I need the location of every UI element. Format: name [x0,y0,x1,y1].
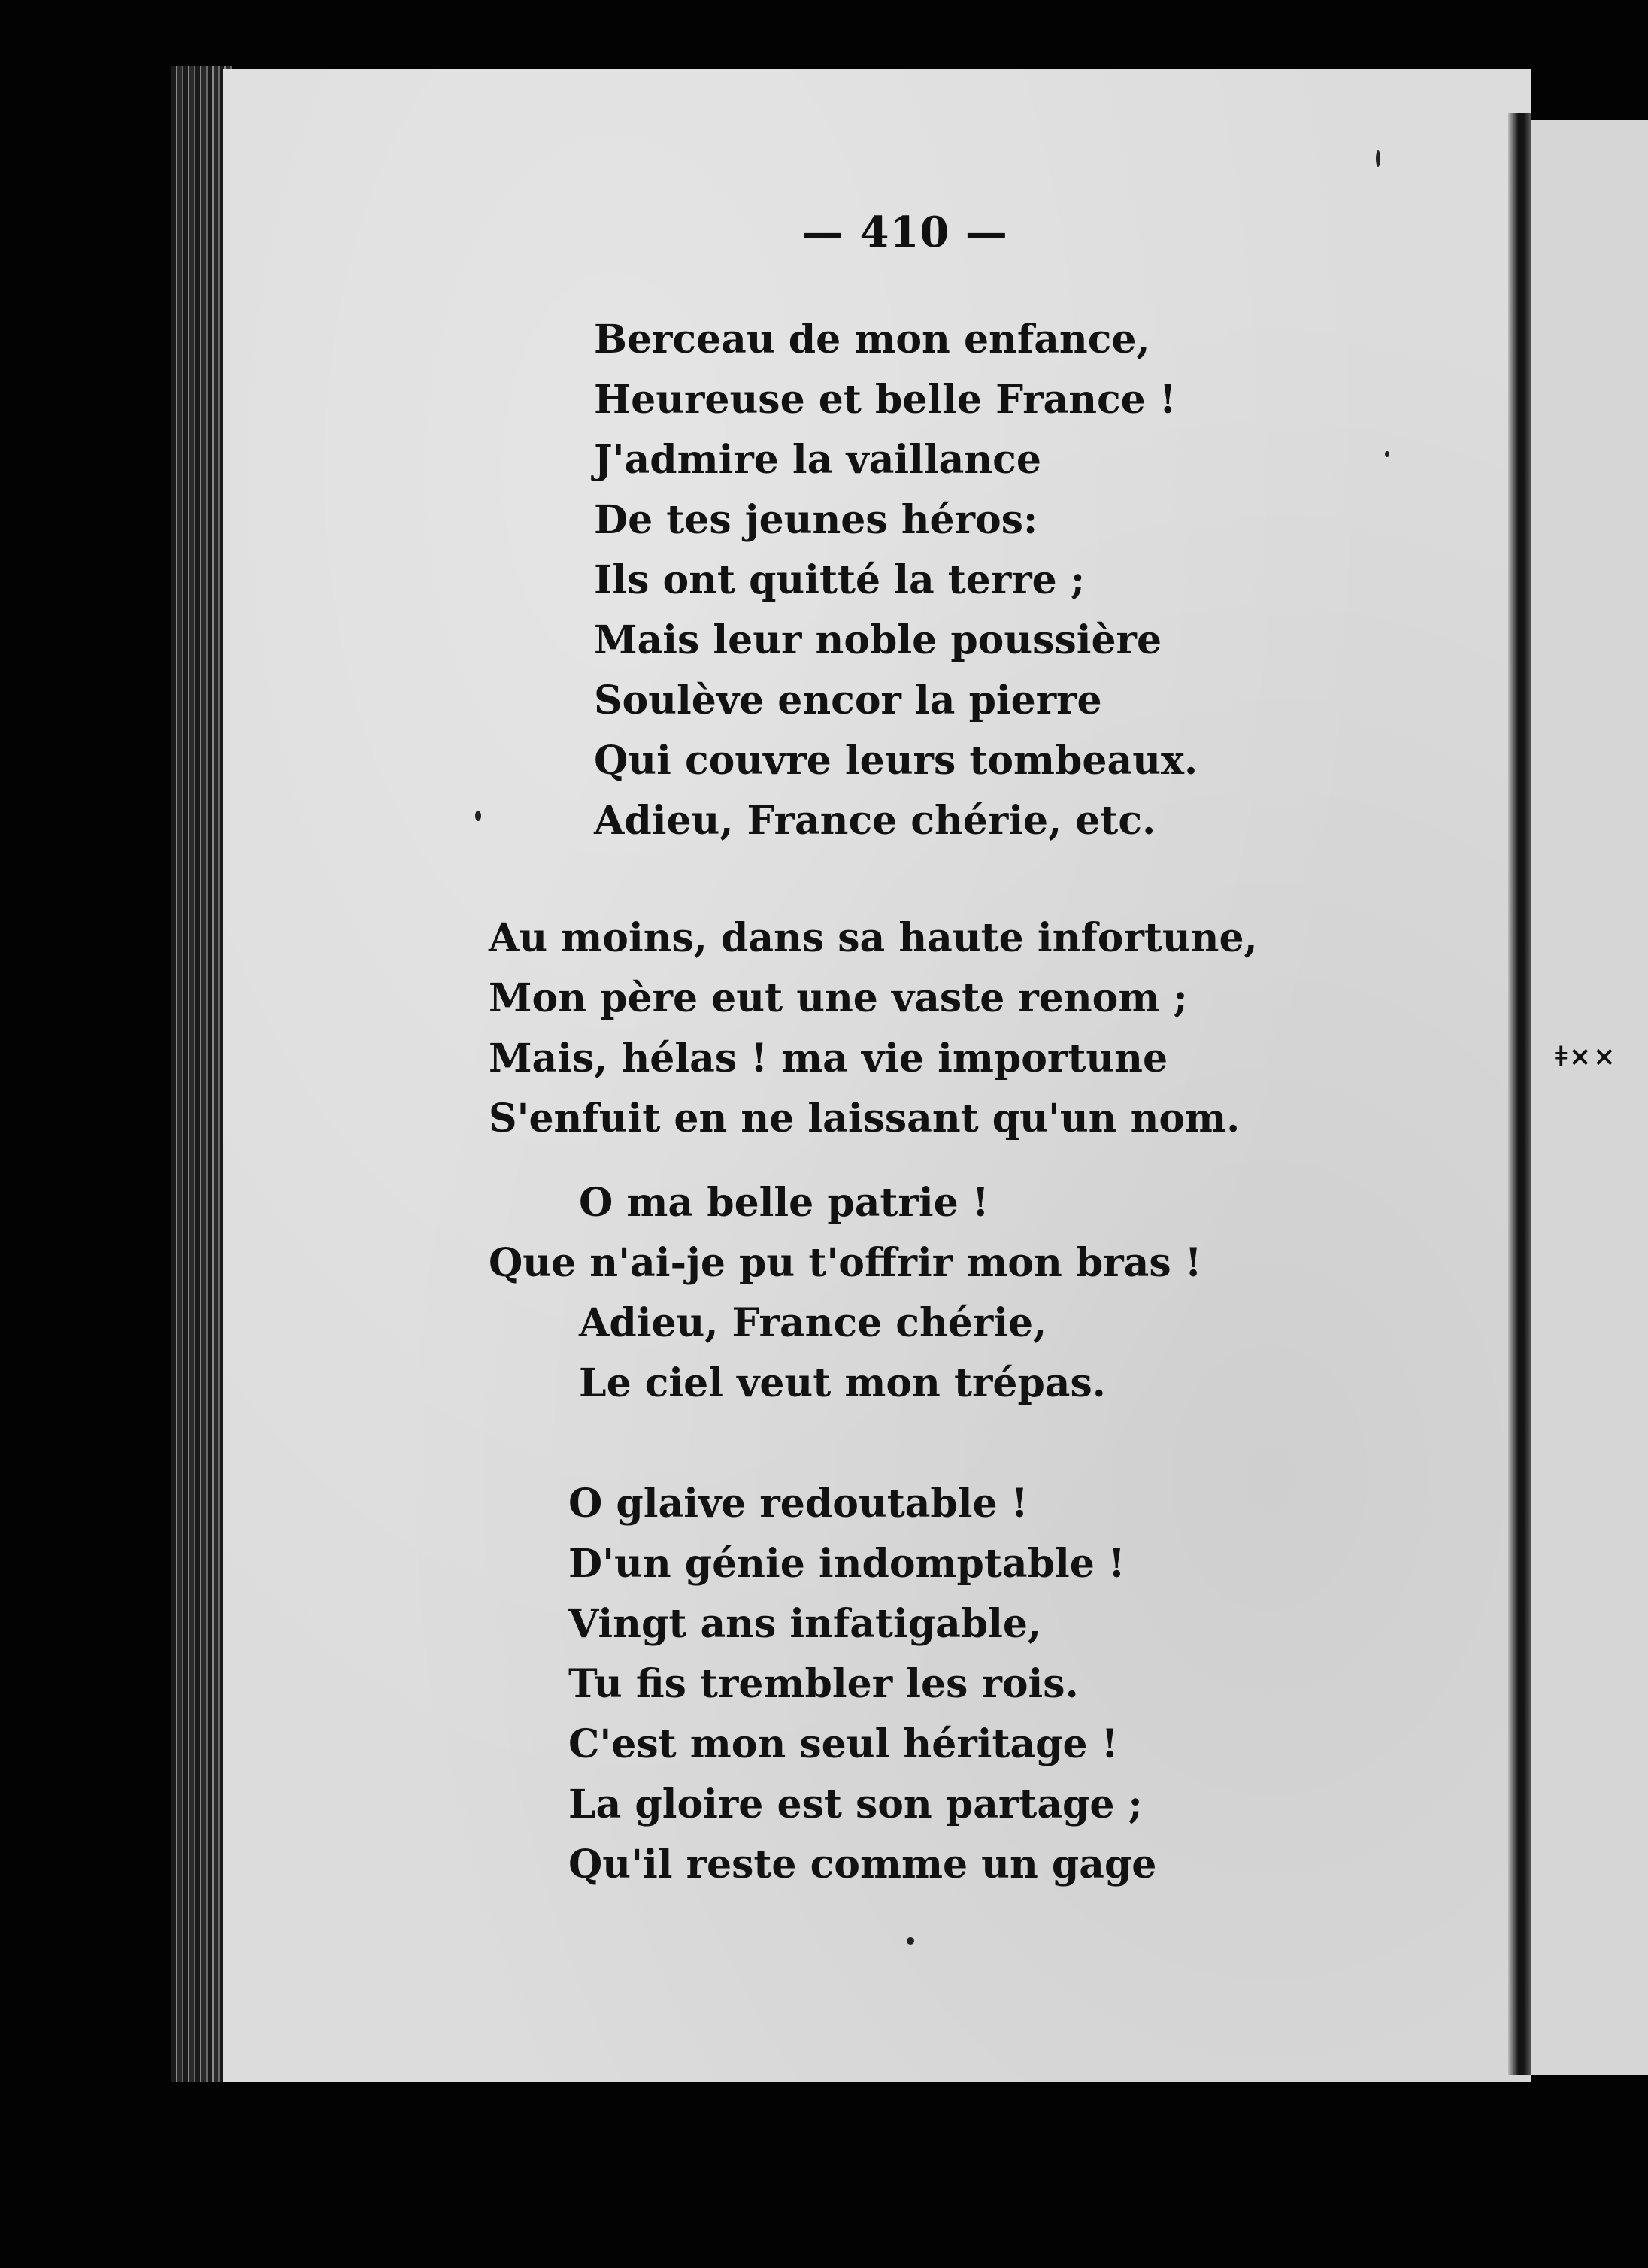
poem-line: Qui couvre leurs tombeaux. [594,738,1198,784]
facing-page [1531,120,1648,2075]
poem-line: Berceau de mon enfance, [594,317,1150,362]
stanza-1 [594,310,1198,851]
poem-line: S'enfuit en ne laissant qu'un nom. [489,1096,1241,1142]
poem-line: Mais leur noble poussière [594,617,1162,663]
ink-speck [1376,150,1380,167]
poem-line: Tu fis trembler les rois. [568,1661,1079,1707]
poem-line: Mais, hélas ! ma vie importune [489,1035,1168,1081]
ink-speck [1385,451,1389,457]
stanza-2 [489,908,1258,1149]
poem-line: Soulève encor la pierre [594,678,1102,723]
poem-line: C'est mon seul héritage ! [568,1721,1119,1767]
poem-line: Ils ont quitté la terre ; [594,557,1086,603]
page-number: — 410 — [801,208,1008,257]
ink-speck [907,1937,914,1945]
poem-line: D'un génie indomptable ! [568,1541,1125,1587]
poem-line: Au moins, dans sa haute infortune, [489,915,1258,961]
poem-line: Adieu, France chérie, [579,1300,1047,1346]
stanza-4 [568,1474,1156,1895]
poem-line: Le ciel veut mon trépas. [579,1360,1106,1406]
poem-line: O ma belle patrie ! [579,1180,989,1226]
poem-line: Vingt ans infatigable, [568,1601,1042,1647]
poem-line: Heureuse et belle France ! [594,377,1177,423]
poem-line: J'admire la vaillance [594,437,1041,483]
poem-line: De tes jeunes héros: [594,497,1038,543]
ink-speck [475,811,481,821]
poem-line: O glaive redoutable ! [568,1481,1028,1527]
facing-page-margin-mark: ǂ×× [1555,1041,1617,1072]
poem-line: Que n'ai-je pu t'offrir mon bras ! [489,1240,1202,1286]
poem-line: La gloire est son partage ; [568,1781,1143,1827]
poem-line: Qu'il reste comme un gage [568,1842,1157,1887]
poem-line: Adieu, France chérie, etc. [594,798,1156,844]
stanza-3 [489,1173,1202,1414]
poem-line: Mon père eut une vaste renom ; [489,975,1188,1021]
book-gutter [1508,113,1531,2075]
